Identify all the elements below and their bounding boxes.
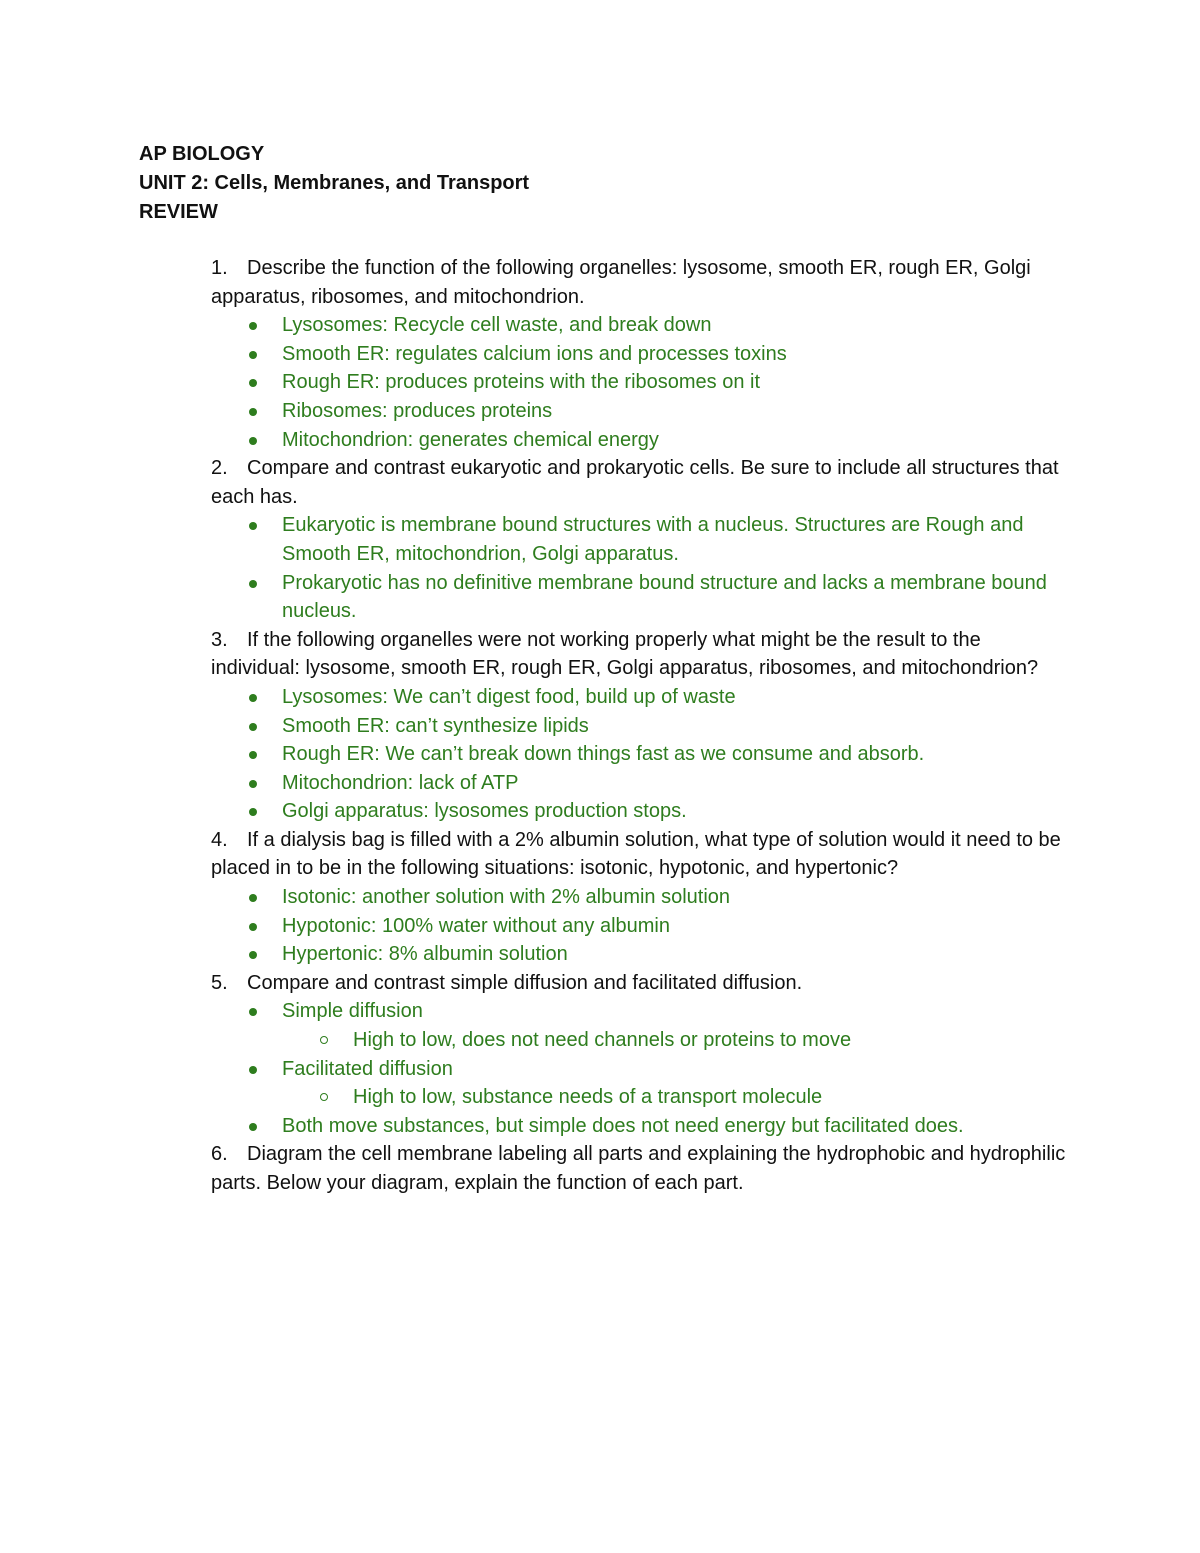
- unit-title: UNIT 2: Cells, Membranes, and Transport: [139, 172, 530, 194]
- question-item: [211, 826, 1071, 969]
- question-item: [211, 626, 1071, 826]
- question-text: If a dialysis bag is filled with a 2% albumin solution, what type of solution would it need to be placed in to be in the following situations: isotonic, hypotonic, and hypertonic?: [211, 828, 1061, 880]
- bullet-icon: [249, 1123, 257, 1131]
- sub-answer-text: High to low, substance needs of a transport molecule: [353, 1086, 823, 1109]
- bullet-icon: [249, 694, 257, 702]
- answer-item: [282, 1055, 1071, 1112]
- answer-text: Mitochondrion: generates chemical energy: [282, 428, 659, 451]
- bullet-icon: [249, 894, 257, 902]
- answer-item: [282, 368, 1071, 397]
- answer-item: [282, 769, 1071, 798]
- answer-text: Eukaryotic is membrane bound structures with a nucleus. Structures are Rough and Smooth ER, mitochondrion, Golgi apparatus.: [282, 514, 1024, 565]
- answer-item: [282, 340, 1071, 369]
- answer-text: Hypotonic: 100% water without any albumin: [282, 914, 670, 937]
- sub-answer-item: [353, 1026, 1071, 1055]
- answer-text: Simple diffusion: [282, 1000, 423, 1023]
- bullet-icon: [249, 580, 257, 588]
- answer-item: [282, 511, 1071, 568]
- question-text: Compare and contrast eukaryotic and prokaryotic cells. Be sure to include all structures that each has.: [211, 457, 1059, 508]
- answer-item: [282, 569, 1071, 626]
- question-number: 4.: [211, 828, 228, 851]
- hollow-bullet-icon: [320, 1036, 328, 1044]
- bullet-icon: [249, 751, 257, 759]
- answer-item: [282, 712, 1071, 741]
- answer-text: Rough ER: We can’t break down things fast as we consume and absorb.: [282, 743, 925, 766]
- answer-text: Golgi apparatus: lysosomes production stops.: [282, 800, 687, 823]
- question-text-row: [211, 626, 1071, 683]
- course-title: AP BIOLOGY: [139, 143, 265, 165]
- bullet-icon: [249, 408, 257, 416]
- answer-text: Prokaryotic has no definitive membrane bound structure and lacks a membrane bound nucleus.: [282, 571, 1047, 623]
- answer-item: [282, 797, 1071, 826]
- bullet-icon: [249, 1066, 257, 1074]
- question-number: 2.: [211, 457, 228, 480]
- question-list: [211, 254, 1071, 1198]
- bullet-icon: [249, 951, 257, 959]
- question-text: If the following organelles were not working properly what might be the result to the individual: lysosome, smooth ER, rough ER, Golgi apparatus, ribosomes, and mitochondrion?: [211, 628, 1039, 680]
- question-text: Compare and contrast simple diffusion and facilitated diffusion.: [247, 971, 803, 994]
- answer-text: Facilitated diffusion: [282, 1057, 453, 1080]
- bullet-icon: [249, 322, 257, 330]
- bullet-icon: [249, 723, 257, 731]
- answer-list: [211, 683, 1071, 826]
- answer-list: [211, 997, 1071, 1140]
- question-item: [211, 1140, 1071, 1197]
- answer-text: Smooth ER: can’t synthesize lipids: [282, 714, 589, 737]
- bullet-icon: [249, 351, 257, 359]
- answer-item: [282, 883, 1071, 912]
- answer-text: Lysosomes: Recycle cell waste, and break down: [282, 314, 712, 337]
- answer-text: Lysosomes: We can’t digest food, build up of waste: [282, 685, 736, 708]
- document-header: [139, 140, 1039, 227]
- question-text-row: [211, 969, 1071, 998]
- question-number: 5.: [211, 971, 228, 994]
- answer-item: [282, 740, 1071, 769]
- question-text: Describe the function of the following organelles: lysosome, smooth ER, rough ER, Golgi apparatus, ribosomes, and mitochondrion.: [211, 257, 1031, 308]
- bullet-icon: [249, 923, 257, 931]
- answer-list: [211, 311, 1071, 454]
- answer-item: [282, 912, 1071, 941]
- answer-text: Mitochondrion: lack of ATP: [282, 771, 519, 794]
- answer-list: [211, 511, 1071, 625]
- bullet-icon: [249, 808, 257, 816]
- question-text-row: [211, 254, 1071, 311]
- question-number: 6.: [211, 1143, 228, 1166]
- answer-item: [282, 397, 1071, 426]
- question-text-row: [211, 826, 1071, 883]
- sub-answer-item: [353, 1083, 1071, 1112]
- bullet-icon: [249, 379, 257, 387]
- answer-item: [282, 940, 1071, 969]
- answer-item: [282, 311, 1071, 340]
- question-item: [211, 254, 1071, 454]
- hollow-bullet-icon: [320, 1093, 328, 1101]
- answer-item: [282, 997, 1071, 1054]
- answer-text: Ribosomes: produces proteins: [282, 399, 553, 422]
- question-text-row: [211, 1140, 1071, 1197]
- question-item: [211, 969, 1071, 1141]
- answer-text: Rough ER: produces proteins with the ribosomes on it: [282, 371, 761, 394]
- answer-list: [211, 883, 1071, 969]
- review-title: REVIEW: [139, 201, 218, 223]
- question-text: Diagram the cell membrane labeling all parts and explaining the hydrophobic and hydrophilic parts. Below your diagram, explain the function of each part.: [211, 1143, 1066, 1194]
- bullet-icon: [249, 1008, 257, 1016]
- answer-text: Isotonic: another solution with 2% albumin solution: [282, 886, 731, 909]
- bullet-icon: [249, 522, 257, 530]
- question-number: 1.: [211, 257, 228, 279]
- question-number: 3.: [211, 628, 228, 651]
- answer-item: [282, 1112, 1071, 1141]
- question-item: [211, 454, 1071, 626]
- sub-answer-text: High to low, does not need channels or proteins to move: [353, 1029, 852, 1052]
- answer-item: [282, 683, 1071, 712]
- answer-text: Smooth ER: regulates calcium ions and processes toxins: [282, 342, 787, 365]
- answer-item: [282, 426, 1071, 455]
- bullet-icon: [249, 780, 257, 788]
- answer-text: Both move substances, but simple does not need energy but facilitated does.: [282, 1114, 964, 1137]
- sub-answer-list: [282, 1083, 1071, 1112]
- answer-text: Hypertonic: 8% albumin solution: [282, 943, 568, 966]
- bullet-icon: [249, 437, 257, 445]
- question-text-row: [211, 454, 1071, 511]
- sub-answer-list: [282, 1026, 1071, 1055]
